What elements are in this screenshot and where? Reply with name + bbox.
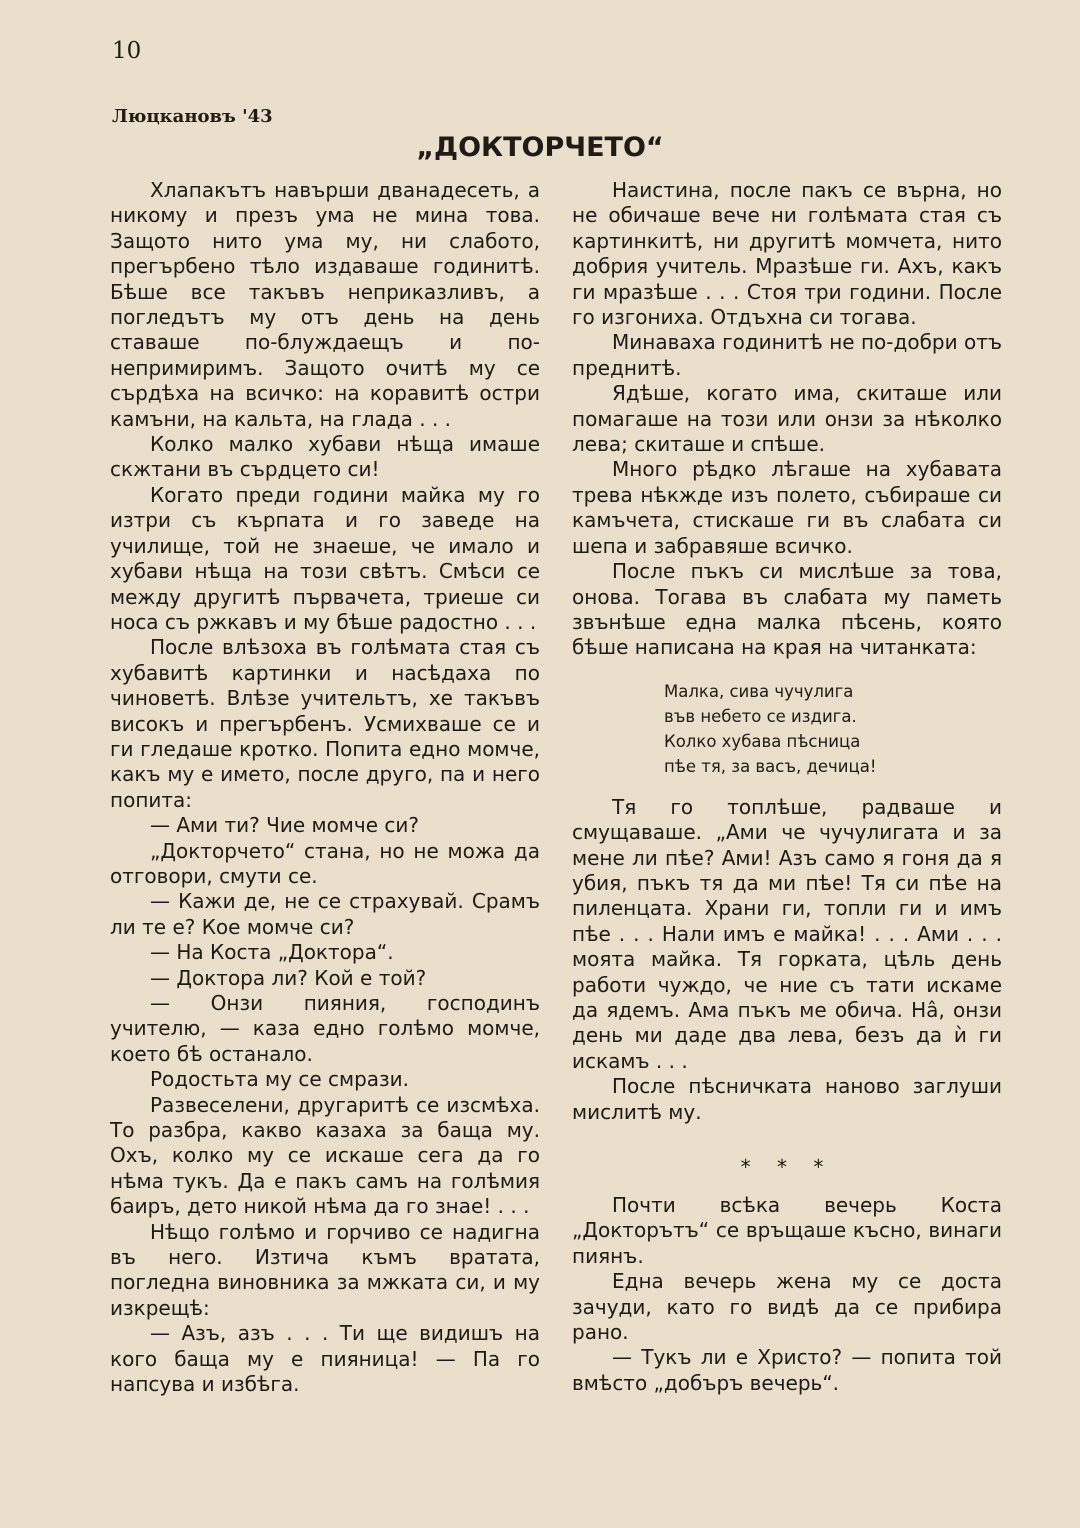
paragraph: — На Коста „Доктора“. (150, 940, 394, 965)
paragraph: Нѣщо голѣмо и горчиво се надигна въ него. Изтича къмъ вратата, погледна виновника за мжката си, и му изкрещѣ: (110, 1219, 540, 1320)
paragraph: Минаваха годинитѣ не по-добри отъ преднитѣ. (572, 330, 1002, 380)
paragraph: — Кажи де, не се страхувай. Срамъ ли те е? Кое момче си? (110, 889, 540, 939)
poem-line: във небето се издига. (664, 706, 857, 726)
paragraph: — Доктора ли? Кой е той? (150, 965, 427, 990)
poem-line: пѣе тя, за васъ, дечица! (664, 756, 877, 776)
paragraph: Хлапакътъ навърши дванадесеть, а никому и презъ ума не мина това. Защото нито ума му, ни слабото, прегърбено тѣло издаваше годинитѣ. Бѣше все такъвъ неприказливъ, а погледътъ му отъ день на день ставаше по-блуждаещъ и по-непримиримъ. Защото очитѣ му се сърдѣха на всичко: на коравитѣ остри камъни, на кальта, на глада . . . (110, 178, 540, 431)
paragraph: После влѣзоха въ голѣмата стая съ хубавитѣ картинки и насѣдаха по чиноветѣ. Влѣзе учительтъ, хе такъвъ високъ и прегърбенъ. Усмихваше се и ги гледаше кротко. Попита едно момче, какъ му е името, после друго, па и него попита: (110, 635, 540, 812)
paragraph: Ядѣше, когато има, скиташе или помагаше на този или онзи за нѣколко лева; скиташе и спѣше. (572, 381, 1002, 457)
paragraph: Когато преди години майка му го изтри съ кърпата и го заведе на училище, той не знаеше, че имало и хубави нѣща на този свѣтъ. Смѣси се между другитѣ първачета, триеше си носа съ ржкавъ и му бѣше радостно . . . (110, 482, 540, 634)
paragraph: Тя го топлѣше, радваше и смущаваше. „Ами че чучулигата и за мене ли пѣе? Ами! Азъ само я гоня да я убия, пъкъ тя да ми пѣе! Тя си пѣе на пиленцата. Храни ги, топли ги и имъ пѣе . . . Нали имъ е майка! . . . Ами . . . моята майка. Тя горката, цѣль день работи чуждо, че ние съ тати искаме да ядемъ. Ама пъкъ ме обича. Нâ, онзи день ми даде два лева, безъ да ѝ ги искамъ . . . (572, 794, 1002, 1073)
paragraph: Наистина, после пакъ се върна, но не обичаше вече ни голѣмата стая съ картинкитѣ, ни другитѣ момчета, нито добрия учитель. Мразѣше ги. Ахъ, какъ ги мразѣше . . . Стоя три години. После го изгониха. Отдъхна си тогава. (572, 178, 1002, 330)
paragraph: Развеселени, другаритѣ се изсмѣха. То разбра, какво казаха за баща му. Охъ, колко му се искаше сега да го нѣма тукъ. Да е пакъ самъ на голѣмия баиръ, дето никой нѣма да го знае! . . . (110, 1092, 540, 1219)
poem (664, 679, 1002, 779)
paragraph: После пѣсничката наново заглуши мислитѣ му. (572, 1074, 1002, 1124)
paragraph: — Тукъ ли е Христо? — попита той вмѣсто „добъръ вечерь“. (572, 1345, 1002, 1395)
paragraph: — Ами ти? Чие момче си? (150, 813, 419, 838)
paragraph: Почти всѣка вечерь Коста „Докторътъ“ се връщаше късно, винаги пиянъ. (572, 1193, 1002, 1268)
author-byline: Люцкановъ '43 (112, 106, 273, 127)
poem-line: Колко хубава пѣсница (664, 731, 861, 751)
paragraph: Много рѣдко лѣгаше на хубавата трева нѣкжде изъ полето, събираше си камъчета, стискаше ги въ слабата си шепа и забравяше всичко. (572, 457, 1002, 558)
paragraph: Една вечерь жена му се доста зачуди, като го видѣ да се прибира рано. (572, 1269, 1002, 1345)
poem-line: Малка, сива чучулига (664, 681, 854, 701)
paragraph: „Докторчето“ стана, но не можа да отговори, смути се. (110, 838, 540, 888)
story-title: „ДОКТОРЧЕТО“ (416, 132, 664, 163)
paragraph: Колко малко хубави нѣща имаше скжтани въ сърдцето си! (110, 432, 540, 482)
paragraph: — Азъ, азъ . . . Ти ще видишъ на кого баща му е пияница! — Па го напсува и избѣга. (110, 1321, 540, 1397)
paragraph: После пъкъ си мислѣше за това, онова. Тогава въ слабата му паметь звънѣше една малка пѣсень, която бѣше написана на края на читанката: (572, 559, 1002, 660)
paragraph: Родостьта му се смрази. (150, 1067, 410, 1092)
page-number: 10 (112, 38, 142, 64)
section-separator: * * * (740, 1155, 834, 1179)
paragraph: — Онзи пияния, господинъ учителю, — каза едно голѣмо момче, което бѣ останало. (110, 991, 540, 1066)
left-column (110, 178, 540, 1398)
right-column (572, 178, 1002, 1396)
